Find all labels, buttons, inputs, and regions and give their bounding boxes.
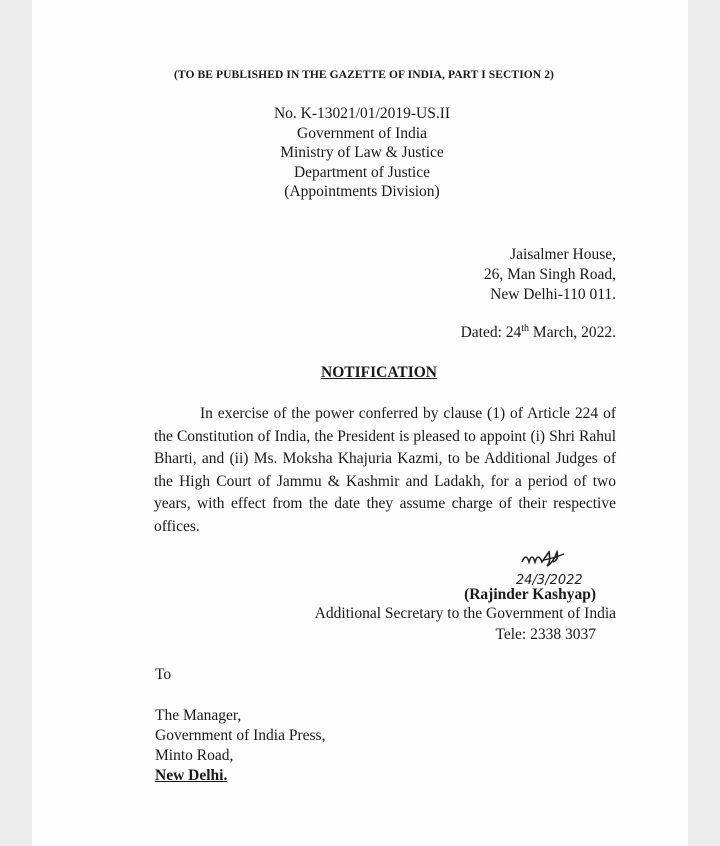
file-number: No. K-13021/01/2019-US.II — [273, 105, 451, 122]
signatory-name: (Rajinder Kashyap) — [464, 586, 596, 603]
recipient-line-3: Minto Road, — [155, 747, 234, 764]
handwritten-date: 24/3/2022 — [516, 573, 583, 588]
notification-title: NOTIFICATION — [321, 364, 437, 381]
division-name: (Appointments Division) — [284, 183, 440, 200]
recipient-line-4: New Delhi. — [155, 767, 228, 784]
signatory-designation: Additional Secretary to the Government of India — [314, 605, 616, 622]
notification-body: In exercise of the power conferred by clause (1) of Article 224 of the Constitution of India, the President is pleased to appoint (i) Shri Rahul Bharti, and (ii) Ms. Moksha Khajuria Kazmi, to be Additional Judges of the High Court of Jammu & Kashmir and Ladakh, for a period of two years, with effect from the date they assume charge of their respective offices. — [154, 405, 616, 535]
date-prefix: Dated: 24 — [460, 324, 522, 342]
gazette-note: (TO BE PUBLISHED IN THE GAZETTE OF INDIA, PART I SECTION 2) — [174, 69, 554, 81]
department-name: Department of Justice — [293, 163, 430, 181]
recipient-line-2: Government of India Press, — [155, 727, 326, 744]
office-address — [484, 245, 616, 305]
signatory-telephone: Tele: 2338 3037 — [495, 626, 596, 643]
government-name: Government of India — [297, 124, 427, 142]
signature-scribble — [514, 540, 644, 588]
ministry-name: Ministry of Law & Justice — [280, 144, 444, 161]
recipient-address — [155, 706, 325, 786]
address-line-1: Jaisalmer House, — [510, 246, 616, 263]
recipient-line-1: The Manager, — [155, 707, 242, 724]
document-header — [242, 104, 482, 202]
date-ordinal: th — [521, 323, 530, 334]
address-line-3: New Delhi-110 011. — [490, 286, 616, 303]
to-label: To — [155, 666, 172, 683]
address-line-2: 26, Man Singh Road, — [483, 266, 616, 283]
date-rest: March, 2022. — [529, 324, 616, 342]
date-line — [461, 323, 616, 342]
document-page — [32, 0, 688, 846]
